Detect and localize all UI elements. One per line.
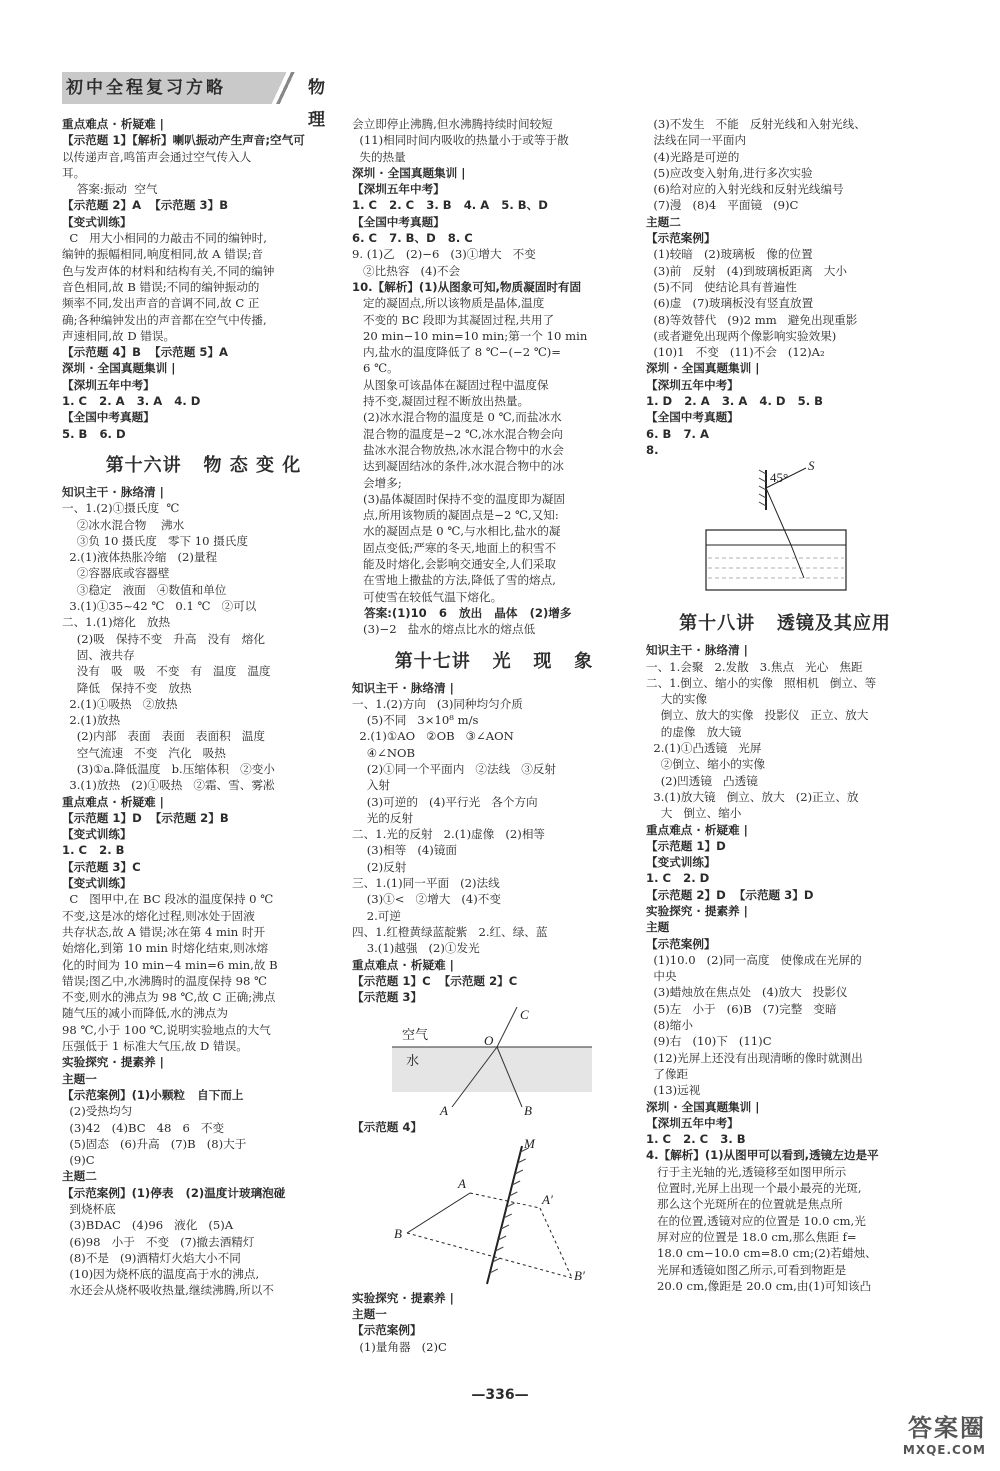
lecture-title: 第十六讲 物 态 变 化 xyxy=(105,454,302,476)
text-line: 二、1.(1)熔化 放热 xyxy=(62,615,171,630)
text-line: 确;各种编钟发出的声音都在空气中传播, xyxy=(62,312,267,327)
section-heading: 深圳 · 全国真题集训 | xyxy=(646,361,760,376)
text-line: (3)不发生 不能 反射光线和入射光线、 xyxy=(646,117,866,131)
text-line: (3)晶体凝固时保持不变的温度即为凝固 xyxy=(352,491,565,506)
label-b: B xyxy=(394,1225,402,1241)
label-a: A xyxy=(440,1103,448,1118)
label-a: A xyxy=(458,1175,466,1191)
text-line: 98 ℃,小于 100 ℃,说明实验地点的大气 xyxy=(62,1022,271,1037)
section-heading: 深圳 · 全国真题集训 | xyxy=(62,361,176,376)
text-line: 共存状态,故 A 错误;冰在第 4 min 时开 xyxy=(62,924,266,939)
text-line: ②容器底或容器壁 xyxy=(62,566,170,581)
label-b: B xyxy=(524,1103,532,1118)
text-line: 中央 xyxy=(646,969,677,984)
text-line: (2)①同一个平面内 ②法线 ③反射 xyxy=(352,761,556,776)
section-heading: 深圳 · 全国真题集训 | xyxy=(646,1099,760,1114)
text-line: 【变式训练】 xyxy=(62,214,132,229)
text-line: (6)98 小于 不变 (7)撤去酒精灯 xyxy=(62,1234,255,1249)
text-line: 水的凝固点是 0 ℃,与水相比,盐水的凝 xyxy=(352,524,561,539)
text-line: 达到凝固结冰的条件,冰水混合物中的冰 xyxy=(352,459,564,474)
text-line: 【示范案例】(1)停表 (2)温度计玻璃泡碰 xyxy=(62,1185,286,1200)
mirror-hatch xyxy=(759,494,766,498)
text-line: 3.(1)①35~42 ℃ 0.1 ℃ ②可以 xyxy=(62,599,257,614)
text-line: (3)①< ②增大 (4)不变 xyxy=(352,892,501,907)
section-heading: 实验探究 · 提素养 | xyxy=(646,903,748,918)
text-line: 在的位置,透镜对应的位置是 10.0 cm,光 xyxy=(646,1213,866,1228)
text-line: 20.0 cm,像距是 20.0 cm,由(1)可知该凸 xyxy=(646,1278,872,1293)
refracted-ray xyxy=(791,545,804,578)
text-line: 会增多; xyxy=(352,475,402,490)
text-line: 在雪地上撒盐的方法,降低了雪的熔点, xyxy=(352,573,556,588)
text-line: (2)凹透镜 凸透镜 xyxy=(646,773,758,788)
text-line: 定的凝固点,所以该物质是晶体,温度 xyxy=(352,296,545,311)
text-line: 位置时,光屏上出现一个最小最亮的光斑, xyxy=(646,1181,862,1196)
text-line: (2)受热均匀 xyxy=(62,1104,133,1119)
text-line: (10)1 不变 (11)不会 (12)A₂ xyxy=(646,345,825,360)
text-line: (2)反射 xyxy=(352,859,407,874)
text-line: (3)前 反射 (4)到玻璃板距离 大小 xyxy=(646,263,847,278)
text-line: (2)冰水混合物的温度是 0 ℃,而盐冰水 xyxy=(352,410,562,425)
column-middle xyxy=(352,116,636,1355)
text-line: 不变,则水的沸点为 98 ℃,故 C 正确;沸点 xyxy=(62,990,276,1005)
text-line: 频率不同,发出声音的音调不同,故 C 正 xyxy=(62,296,260,311)
plane-mirror-diagram xyxy=(392,1138,592,1288)
text-line: 2.(1)①AO ②OB ③∠AON xyxy=(352,729,514,744)
text-line: 入射 xyxy=(352,778,390,793)
text-line: 【示范题 2】A 【示范题 3】B xyxy=(62,198,229,213)
text-line: 【示范题 4】B 【示范题 5】A xyxy=(62,345,229,360)
text-line: 的虚像 放大镜 xyxy=(646,724,742,739)
text-line: 2.(1)放热 xyxy=(62,713,121,728)
text-line: 点,所用该物质的凝固点是−2 ℃,又知: xyxy=(352,508,559,523)
image-a-prime-b-prime xyxy=(540,1208,572,1278)
text-line: 化的时间为 10 min−4 min=6 min,故 B xyxy=(62,957,278,972)
text-line: 水还会从烧杯吸收热量,继续沸腾,所以不 xyxy=(62,1283,274,1298)
label-c: C xyxy=(520,1007,529,1023)
water-tank-diagram xyxy=(686,460,866,600)
text-line: ②倒立、缩小的实像 xyxy=(646,757,766,772)
text-line: 2.(1)①吸热 ②放热 xyxy=(62,696,178,711)
text-line: 【示范题 1】D xyxy=(646,838,726,853)
text-line: 能及时熔化,会影响交通安全,人们采取 xyxy=(352,557,556,572)
text-line: 随气压的减小而降低,水的沸点为 xyxy=(62,1006,228,1021)
reflected-ray-oc xyxy=(497,1007,517,1047)
text-line: 【示范题 1】【解析】喇叭振动产生声音;空气可 xyxy=(62,133,305,148)
lecture-title: 第十八讲 透镜及其应用 xyxy=(679,613,891,635)
text-line: 3.(1)放热 (2)①吸热 ②霜、雪、雾凇 xyxy=(62,778,275,793)
text-line: (12)光屏上还没有出现清晰的像时就测出 xyxy=(646,1050,863,1065)
text-line: 不变的 BC 段即为其凝固过程,共用了 xyxy=(352,312,555,327)
text-line: 【变式训练】 xyxy=(62,876,132,891)
object-ab xyxy=(407,1193,470,1233)
text-line: 【全国中考真题】 xyxy=(646,410,739,425)
text-line: 1. C 2. A 3. A 4. D xyxy=(62,394,201,409)
dashed-a-a-prime xyxy=(470,1193,540,1208)
text-line: 一、1.会聚 2.发散 3.焦点 光心 焦距 xyxy=(646,659,863,674)
text-line: (6)虚 (7)玻璃板没有竖直放置 xyxy=(646,296,814,311)
text-line: 空气流速 不变 汽化 吸热 xyxy=(62,745,226,760)
text-line: (5)不同 使结论具有普遍性 xyxy=(646,279,797,294)
text-line: 【示范题 2】D 【示范题 3】D xyxy=(646,887,814,902)
text-line: 一、1.(2)方向 (3)同种均匀介质 xyxy=(352,696,523,711)
label-s: S xyxy=(808,460,815,474)
text-line: (8)缩小 xyxy=(646,1018,693,1033)
text-line: 1. C 2. C 3. B xyxy=(646,1132,746,1147)
text-line: 声速相同,故 D 错误。 xyxy=(62,328,176,343)
mirror-hatch xyxy=(759,470,766,474)
text-line: 8. xyxy=(646,442,659,457)
tank-outline xyxy=(706,530,846,590)
text-line: (1)10.0 (2)同一高度 使像成在光屏的 xyxy=(646,952,862,967)
text-line: 压强低于 1 标准大气压,故 D 错误。 xyxy=(62,1039,248,1054)
text-line: 屏对应的位置是 18.0 cm,那么焦距 f= xyxy=(646,1229,857,1244)
text-line: 了像距 xyxy=(646,1066,689,1081)
text-line: (3)相等 (4)镜面 xyxy=(352,843,458,858)
text-line: 【深圳五年中考】 xyxy=(646,1115,739,1130)
column-left xyxy=(62,116,345,1299)
text-line: (3)−2 盐水的熔点比水的熔点低 xyxy=(352,622,536,637)
text-line: 【变式训练】 xyxy=(62,827,132,842)
text-line: 四、1.红橙黄绿蓝靛紫 2.红、绿、蓝 xyxy=(352,924,548,939)
text-line: (1)较暗 (2)玻璃板 像的位置 xyxy=(646,247,813,262)
text-line: 2.(1)液体热胀冷缩 (2)量程 xyxy=(62,550,218,565)
text-line: 1. D 2. A 3. A 4. D 5. B xyxy=(646,394,824,409)
text-line: (11)相同时间内吸收的热量小于或等于散 xyxy=(352,133,569,148)
text-line: 1. C 2. B xyxy=(62,843,125,858)
text-line: (3)可逆的 (4)平行光 各个方向 xyxy=(352,794,538,809)
text-line: 【示范题 1】C 【示范题 2】C xyxy=(352,973,518,988)
section-heading: 知识主干 · 脉络清 | xyxy=(62,484,164,499)
text-line: ④∠NOB xyxy=(352,745,416,760)
text-line: 没有 吸 吸 不变 有 温度 温度 xyxy=(62,664,271,679)
text-line: 【示范案例】 xyxy=(646,231,716,246)
text-line: 1. C 2. C 3. B 4. A 5. B、D xyxy=(352,198,548,213)
text-line: 【深圳五年中考】 xyxy=(646,377,739,392)
section-heading: 重点难点 · 析疑难 | xyxy=(62,117,164,131)
text-line: 固、液共存 xyxy=(62,647,135,662)
text-line: 20 min−10 min=10 min;第一个 10 min xyxy=(352,328,588,343)
text-line: 耳。 xyxy=(62,165,86,180)
text-line: 4.【解析】(1)从图甲可以看到,透镜左边是平 xyxy=(646,1148,879,1163)
text-line: 持不变,凝固过程不断放出热量。 xyxy=(352,394,530,409)
text-line: ③负 10 摄氏度 零下 10 摄氏度 xyxy=(62,533,248,548)
label-a-prime: A′ xyxy=(542,1191,553,1207)
text-line: 答案:(1)10 6 放出 晶体 (2)增多 xyxy=(352,605,572,620)
text-line: 音色相同,故 B 错误;不同的编钟振动的 xyxy=(62,279,260,294)
text-line: 【示范题 4】 xyxy=(352,1120,423,1135)
text-line: (13)远视 xyxy=(646,1083,701,1098)
text-line: 6. B 7. A xyxy=(646,426,709,441)
section-heading: 深圳 · 全国真题集训 | xyxy=(352,165,466,180)
text-line: 10.【解析】(1)从图象可知,物质凝固时有固 xyxy=(352,279,582,294)
text-line: 那么这个光斑所在的位置就是焦点所 xyxy=(646,1197,843,1212)
text-line: (或者避免出现两个像影响实验效果) xyxy=(646,328,837,343)
label-b-prime: B′ xyxy=(574,1267,585,1283)
text-line: (3)蜡烛放在焦点处 (4)放大 投影仪 xyxy=(646,985,848,1000)
lecture-title: 第十七讲 光 现 象 xyxy=(394,650,594,672)
text-line: 18.0 cm−10.0 cm=8.0 cm;(2)若蜡烛、 xyxy=(646,1246,877,1261)
text-line: 6. C 7. B、D 8. C xyxy=(352,231,473,246)
text-line: 【示范题 3】 xyxy=(352,990,423,1005)
section-heading: 知识主干 · 脉络清 | xyxy=(646,643,748,658)
text-line: 到烧杯底 xyxy=(62,1202,116,1216)
text-line: 1. C 2. D xyxy=(646,871,710,886)
text-line: (1)量角器 (2)C xyxy=(352,1339,447,1354)
text-line: 可使雪在较低气温下熔化。 xyxy=(352,589,503,604)
book-title: 初中全程复习方略 xyxy=(62,72,267,104)
text-line: 会立即停止沸腾,但水沸腾持续时间较短 xyxy=(352,117,553,131)
text-line: 2.(1)①凸透镜 光屏 xyxy=(646,741,762,756)
watermark-site: MXQE.COM xyxy=(902,1443,986,1457)
text-line: 以传递声音,鸣笛声会通过空气传入人 xyxy=(62,149,252,164)
text-line: 【全国中考真题】 xyxy=(352,214,445,229)
text-line: 色与发声体的材料和结构有关,不同的编钟 xyxy=(62,263,275,278)
text-line: 【示范案例】 xyxy=(646,936,716,951)
text-line: 【变式训练】 xyxy=(646,855,716,870)
text-line: 主题二 xyxy=(62,1169,97,1184)
page-number: —336— xyxy=(471,1387,529,1403)
text-line: (6)给对应的入射光线和反射光线编号 xyxy=(646,182,844,197)
text-line: (2)吸 保持不变 升高 没有 熔化 xyxy=(62,631,265,646)
text-line: 6 ℃。 xyxy=(352,361,399,376)
text-line: 3.(1)越强 (2)①发光 xyxy=(352,941,480,956)
label-air: 空气 xyxy=(402,1027,429,1043)
text-line: 编钟的振幅相同,响度相同,故 A 错误;音 xyxy=(62,247,263,262)
text-line: 主题二 xyxy=(646,214,681,229)
text-line: 始熔化,到第 10 min 时熔化结束,则冰熔 xyxy=(62,941,269,956)
text-line: ②冰水混合物 沸水 xyxy=(62,517,185,532)
column-right xyxy=(646,116,924,1294)
text-line: 【示范案例】 xyxy=(352,1323,422,1338)
text-line: ②比热容 (4)不会 xyxy=(352,263,461,278)
text-line: 从图象可该晶体在凝固过程中温度保 xyxy=(352,377,549,392)
label-angle: 45° xyxy=(770,470,789,486)
text-line: (5)不同 3×10⁸ m/s xyxy=(352,713,479,728)
text-line: 盐冰水混合物放热,冰水混合物中的水会 xyxy=(352,442,564,457)
text-line: 倒立、放大的实像 投影仪 正立、放大 xyxy=(646,708,869,723)
text-line: ③稳定 液面 ④数值和单位 xyxy=(62,582,227,597)
text-line: 【全国中考真题】 xyxy=(62,410,155,425)
text-line: (5)应改变入射角,进行多次实验 xyxy=(646,165,813,180)
watermark-logo-text: 答案圈 xyxy=(908,1414,986,1442)
text-line: 【深圳五年中考】 xyxy=(62,377,155,392)
text-line: 固点变低;严寒的冬天,地面上的积雪不 xyxy=(352,540,557,555)
text-line: (5)固态 (6)升高 (7)B (8)大于 xyxy=(62,1136,247,1151)
text-line: 主题一 xyxy=(62,1071,97,1086)
text-line: C 图甲中,在 BC 段冰的温度保持 0 ℃ xyxy=(62,892,274,907)
text-line: 大 倒立、缩小 xyxy=(646,806,742,821)
text-line: (7)漫 (8)4 平面镜 (9)C xyxy=(646,198,799,213)
text-line: C 用大小相同的力敲击不同的编钟时, xyxy=(62,231,267,246)
text-line: 二、1.光的反射 2.(1)虚像 (2)相等 xyxy=(352,827,546,842)
text-line: 法线在同一平面内 xyxy=(646,133,747,148)
text-line: 光的反射 xyxy=(352,810,414,825)
text-line: 光屏和透镜如图乙所示,可看到物距是 xyxy=(646,1262,847,1277)
text-line: 3.(1)放大镜 倒立、放大 (2)正立、放 xyxy=(646,789,859,804)
text-line: (5)左 小于 (6)B (7)完整 变暗 xyxy=(646,1001,837,1016)
text-line: 三、1.(1)同一平面 (2)法线 xyxy=(352,876,500,891)
text-line: (10)因为烧杯底的温度高于水的沸点, xyxy=(62,1267,260,1282)
text-line: 9. (1)乙 (2)−6 (3)①增大 不变 xyxy=(352,247,536,262)
mirror-hatch xyxy=(759,478,766,482)
text-line: 主题一 xyxy=(352,1307,387,1322)
text-line: 错误;图乙中,水沸腾时的温度保持 98 ℃ xyxy=(62,973,267,988)
mirror-hatch xyxy=(759,502,766,506)
text-line: 【示范题 3】C xyxy=(62,859,141,874)
text-line: (3)①a.降低温度 b.压缩体积 ②变小 xyxy=(62,761,275,776)
text-line: 降低 保持不变 放热 xyxy=(62,680,192,695)
mirror-line xyxy=(487,1146,522,1284)
text-line: 大的实像 xyxy=(646,692,708,707)
text-line: 不变,这是冰的熔化过程,则冰处于固液 xyxy=(62,908,255,923)
text-line: 【示范题 1】D 【示范题 2】B xyxy=(62,810,229,825)
header-slash-decoration xyxy=(265,72,295,104)
text-line: (8)不是 (9)酒精灯火焰大小不同 xyxy=(62,1250,241,1265)
text-line: 内,盐水的温度降低了 8 ℃−(−2 ℃)= xyxy=(352,345,562,360)
text-line: 失的热量 xyxy=(352,149,406,164)
reflected-ray xyxy=(766,488,791,545)
mirror-hatch xyxy=(759,486,766,490)
section-heading: 重点难点 · 析疑难 | xyxy=(646,822,748,837)
refraction-diagram xyxy=(392,1007,592,1117)
label-water: 水 xyxy=(406,1053,420,1069)
text-line: 答案:振动 空气 xyxy=(62,182,158,197)
text-line: 混合物的温度是−2 ℃,冰水混合物会向 xyxy=(352,426,563,441)
section-heading: 实验探究 · 提素养 | xyxy=(352,1290,454,1305)
text-line: (3)42 (4)BC 48 6 不变 xyxy=(62,1120,225,1135)
section-heading: 重点难点 · 析疑难 | xyxy=(62,794,164,809)
text-line: 5. B 6. D xyxy=(62,426,126,441)
section-heading: 重点难点 · 析疑难 | xyxy=(352,957,454,972)
text-line: (4)光路是可逆的 xyxy=(646,149,740,164)
text-line: (9)右 (10)下 (11)C xyxy=(646,1034,772,1049)
label-o: O xyxy=(484,1033,494,1049)
text-line: (9)C xyxy=(62,1153,95,1168)
section-heading: 知识主干 · 脉络清 | xyxy=(352,680,454,695)
watermark-logo xyxy=(903,1408,986,1457)
text-line: 2.可逆 xyxy=(352,908,401,923)
text-line: 一、1.(2)①摄氏度 ℃ xyxy=(62,501,180,516)
text-line: 二、1.倒立、缩小的实像 照相机 倒立、等 xyxy=(646,675,877,690)
text-line: 主题 xyxy=(646,920,670,935)
text-line: (2)内部 表面 表面 表面积 温度 xyxy=(62,729,265,744)
text-line: (8)等效替代 (9)2 mm 避免出现重影 xyxy=(646,312,858,327)
text-line: 【深圳五年中考】 xyxy=(352,182,445,197)
text-line: 行于主光轴的光,透镜移至如图甲所示 xyxy=(646,1164,847,1179)
subject-title: 物理 xyxy=(308,78,327,130)
section-heading: 实验探究 · 提素养 | xyxy=(62,1055,164,1070)
text-line: (3)BDAC (4)96 液化 (5)A xyxy=(62,1218,234,1233)
text-line: 【示范案例】(1)小颗粒 自下而上 xyxy=(62,1087,244,1102)
label-m: M xyxy=(524,1137,535,1151)
